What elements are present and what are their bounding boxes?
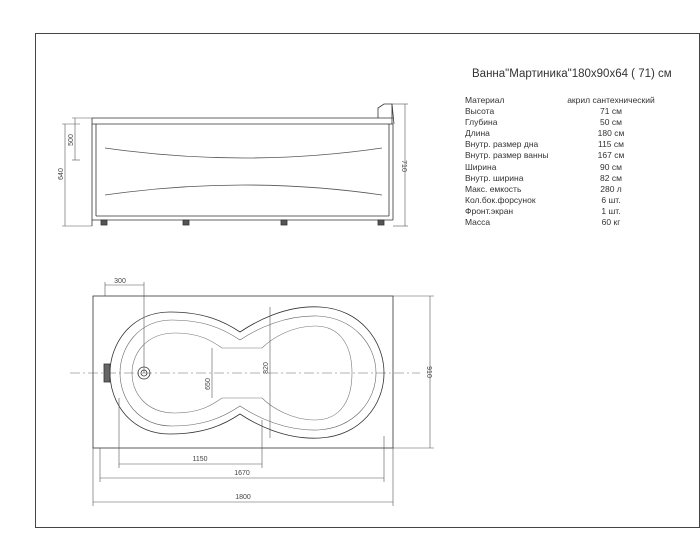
page-title: Ванна"Мартиника"180х90х64 ( 71) см xyxy=(472,68,672,80)
spec-row xyxy=(465,106,659,117)
dim-inner-width-label: 820 xyxy=(263,362,270,374)
spec-row xyxy=(465,128,659,139)
spec-label: Длина xyxy=(465,128,490,139)
spec-label: Глубина xyxy=(465,117,498,128)
spec-row xyxy=(465,150,659,161)
spec-row xyxy=(465,195,659,206)
dim-depth-label: 500 xyxy=(68,134,75,146)
spec-value: 60 кг xyxy=(601,217,621,228)
specs-table xyxy=(465,95,659,228)
dim-body-label: 640 xyxy=(58,168,65,180)
dim-bottom-length-label: 1150 xyxy=(192,456,208,463)
spec-row xyxy=(465,117,659,128)
spec-row xyxy=(465,173,659,184)
spec-value: 1 шт. xyxy=(601,205,621,216)
spec-value: 167 см xyxy=(597,150,625,161)
spec-value: 180 см xyxy=(597,128,625,139)
side-view-dimensions xyxy=(62,104,408,226)
dim-width-label: 910 xyxy=(425,366,432,378)
spec-value: 90 см xyxy=(600,161,622,172)
spec-label: Кол.бок.форсунок xyxy=(465,194,536,205)
spec-value: акрил сантехнический xyxy=(567,95,655,105)
spec-value: 82 см xyxy=(600,172,622,183)
spec-row xyxy=(465,206,659,217)
spec-value: 71 см xyxy=(600,106,622,117)
dim-drain-offset-label: 300 xyxy=(114,278,126,285)
spec-value: 280 л xyxy=(600,183,622,194)
spec-label: Внутр. ширина xyxy=(465,172,524,183)
spec-label: Фронт.экран xyxy=(465,205,514,216)
top-view-dimensions xyxy=(93,282,434,506)
spec-label: Внутр. размер дна xyxy=(465,139,539,150)
dim-inner-length-label: 1670 xyxy=(234,470,250,477)
spec-label: Внутр. размер ванны xyxy=(465,150,549,161)
spec-label: Масса xyxy=(465,217,491,228)
side-view xyxy=(92,104,394,226)
spec-row xyxy=(465,139,659,150)
spec-value: 6 шт. xyxy=(601,194,621,205)
dim-length-label: 1800 xyxy=(235,494,251,501)
spec-row xyxy=(465,95,659,106)
top-view xyxy=(70,296,420,448)
spec-row xyxy=(465,184,659,195)
spec-label: Ширина xyxy=(465,161,497,172)
dim-total-label: 710 xyxy=(400,160,407,172)
spec-value: 115 см xyxy=(597,139,624,150)
spec-row xyxy=(465,162,659,173)
spec-row xyxy=(465,217,659,228)
dim-bottom-inner-label: 650 xyxy=(205,378,212,390)
spec-label: Макс. емкость xyxy=(465,183,522,194)
spec-value: 50 см xyxy=(600,117,622,128)
spec-label: Материал xyxy=(465,95,505,105)
spec-label: Высота xyxy=(465,106,495,117)
